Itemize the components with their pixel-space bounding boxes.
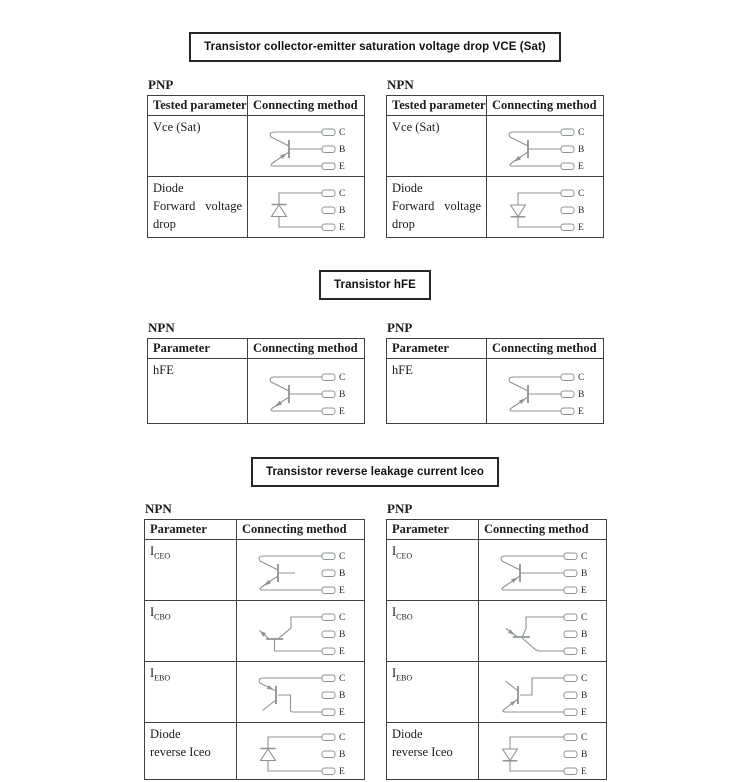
parameter-text: I: [150, 544, 155, 558]
table-block-pnp: [147, 77, 364, 238]
schematic-wire: [501, 556, 564, 570]
terminal-box-b: [322, 570, 335, 577]
parameter-text-line: [150, 726, 231, 744]
terminal-box-c: [561, 190, 574, 197]
connecting-method-cell: [487, 359, 604, 424]
parameter-word: Forward: [392, 198, 435, 213]
header-row: [387, 96, 604, 116]
connecting-method-cell: [487, 116, 604, 177]
schematic-wire: [523, 617, 565, 637]
terminal-label-c: C: [578, 189, 585, 199]
schematic-wire: [268, 761, 322, 772]
schematic-pnp-transistor-cbe: [488, 366, 602, 416]
header-row: [148, 96, 365, 116]
parameter-text-line: [150, 744, 231, 762]
table-row: [145, 662, 365, 723]
schematic-wire: [259, 678, 322, 691]
parameter-cell: [387, 723, 479, 780]
parameter-cell: [148, 177, 248, 238]
terminal-label-b: B: [578, 390, 585, 400]
column-header-connecting-method: Connecting method: [237, 520, 365, 540]
schematic-wire: [261, 749, 276, 761]
terminal-box-e: [564, 768, 577, 775]
parameter-text: Diode: [150, 727, 181, 741]
column-header-connecting-method: Connecting method: [248, 96, 365, 116]
schematic-wire: [270, 132, 322, 146]
terminal-label-c: C: [339, 674, 346, 684]
parameter-subscript: CEO: [396, 551, 413, 561]
section-title: Transistor reverse leakage current Iceo: [251, 457, 499, 487]
parameter-text: I: [392, 605, 397, 619]
terminal-label-b: B: [339, 206, 346, 216]
terminal-label-b: B: [339, 390, 346, 400]
parameter-cell: [387, 116, 487, 177]
terminal-label-b: B: [339, 630, 346, 640]
column-header-parameter: Parameter: [148, 339, 248, 359]
parameter-text-line: [392, 665, 473, 683]
emitter-arrow: [267, 685, 274, 690]
parameter-subscript: CBO: [396, 612, 413, 622]
terminal-box-c: [564, 734, 577, 741]
column-header-connecting-method: Connecting method: [479, 520, 607, 540]
terminal-label-e: E: [339, 767, 345, 777]
schematic-wire: [502, 576, 564, 590]
parameter-text-line: [153, 119, 242, 137]
parameter-word: Forward: [153, 198, 196, 213]
terminal-label-e: E: [578, 223, 584, 233]
terminal-label-b: B: [581, 569, 588, 579]
parameter-text: reverse Iceo: [392, 744, 453, 759]
terminal-label-e: E: [581, 708, 587, 718]
schematic-wire: [270, 377, 322, 391]
connection-table: [147, 95, 365, 238]
emitter-arrow: [280, 153, 287, 159]
parameter-cell: [387, 177, 487, 238]
parameter-cell: [145, 723, 237, 780]
schematic-wire: [520, 678, 564, 695]
terminal-box-c: [561, 129, 574, 136]
table-block-pnp: [386, 320, 603, 424]
terminal-box-b: [564, 751, 577, 758]
terminal-box-c: [322, 553, 335, 560]
terminal-box-c: [322, 374, 335, 381]
terminal-box-c: [561, 374, 574, 381]
terminal-label-c: C: [578, 373, 585, 383]
parameter-text: I: [392, 666, 397, 680]
connecting-method-cell: [248, 359, 365, 424]
section-title: Transistor hFE: [319, 270, 431, 300]
header-row: [387, 339, 604, 359]
parameter-text-line: [150, 665, 231, 683]
schematic-wire: [503, 699, 564, 712]
schematic-wire: [518, 193, 561, 205]
schematic-wire: [510, 737, 564, 749]
parameter-cell: [387, 601, 479, 662]
schematic-pnp-transistor-cbe: [480, 545, 605, 595]
terminal-label-c: C: [339, 128, 346, 138]
parameter-cell: [387, 662, 479, 723]
terminal-box-e: [322, 408, 335, 415]
schematic-wire: [279, 217, 322, 228]
schematic-wire: [279, 617, 322, 638]
terminal-box-b: [561, 207, 574, 214]
parameter-text: Diode: [153, 181, 184, 195]
emitter-arrow: [519, 398, 526, 404]
connection-table: [147, 338, 365, 424]
table-block-pnp: [386, 501, 606, 780]
connection-table: [144, 519, 365, 780]
schematic-wire: [279, 193, 322, 205]
terminal-label-e: E: [578, 407, 584, 417]
terminal-label-b: B: [581, 691, 588, 701]
connecting-method-cell: [479, 723, 607, 780]
terminal-label-b: B: [339, 569, 346, 579]
tables-row: [0, 77, 750, 238]
schematic-pnp-transistor-rotated: [480, 606, 605, 656]
parameter-text-line: [153, 198, 242, 216]
terminal-box-b: [322, 207, 335, 214]
column-header-parameter: Parameter: [145, 520, 237, 540]
column-header-parameter: Tested parameter: [148, 96, 248, 116]
terminal-label-c: C: [339, 613, 346, 623]
parameter-text: drop: [153, 216, 176, 231]
terminal-box-e: [561, 408, 574, 415]
terminal-box-b: [322, 391, 335, 398]
schematic-wire: [503, 749, 518, 761]
table-row: [148, 116, 365, 177]
parameter-text: Vce (Sat): [392, 120, 440, 134]
connection-table: [386, 338, 604, 424]
header-row: [387, 520, 607, 540]
parameter-word: voltage: [444, 198, 481, 213]
terminal-label-c: C: [339, 733, 346, 743]
transistor-type-label: NPN: [148, 320, 175, 335]
terminal-label-e: E: [339, 223, 345, 233]
terminal-label-c: C: [581, 733, 588, 743]
terminal-box-b: [322, 146, 335, 153]
parameter-text-line: [392, 543, 473, 561]
parameter-text-line: [153, 216, 242, 234]
connecting-method-cell: [479, 662, 607, 723]
terminal-box-e: [322, 768, 335, 775]
table-block-npn: [144, 501, 364, 780]
schematic-wire: [271, 152, 322, 166]
section-title: Transistor collector-emitter saturation voltage drop VCE (Sat): [189, 32, 561, 62]
header-row: [148, 339, 365, 359]
terminal-box-e: [561, 163, 574, 170]
terminal-label-e: E: [578, 162, 584, 172]
schematic-wire: [268, 737, 322, 749]
terminal-box-b: [322, 631, 335, 638]
terminal-label-b: B: [578, 206, 585, 216]
connecting-method-cell: [248, 116, 365, 177]
parameter-cell: [148, 359, 248, 424]
schematic-npn-transistor-cbe: [249, 366, 363, 416]
column-header-connecting-method: Connecting method: [487, 339, 604, 359]
schematic-wire: [259, 556, 322, 570]
parameter-text: reverse Iceo: [150, 744, 211, 759]
terminal-label-c: C: [339, 552, 346, 562]
parameter-text: Diode: [392, 181, 423, 195]
transistor-type-label: PNP: [148, 77, 174, 92]
transistor-type-label: NPN: [387, 77, 414, 92]
terminal-box-c: [564, 553, 577, 560]
parameter-text: I: [392, 544, 397, 558]
terminal-label-c: C: [339, 373, 346, 383]
transistor-type-label: PNP: [387, 501, 413, 516]
schematic-diode-cathode-up-ce: [249, 182, 363, 232]
parameter-text: hFE: [153, 363, 174, 377]
terminal-label-e: E: [581, 586, 587, 596]
parameter-text-line: [392, 180, 481, 198]
parameter-cell: [145, 601, 237, 662]
schematic-diode-cathode-up-ce: [238, 726, 363, 776]
parameter-text: drop: [392, 216, 415, 231]
terminal-box-c: [322, 734, 335, 741]
terminal-label-c: C: [581, 674, 588, 684]
schematic-pnp-transistor-cbe: [249, 121, 363, 171]
column-header-parameter: Parameter: [387, 520, 479, 540]
terminal-label-b: B: [581, 750, 588, 760]
terminal-label-e: E: [581, 767, 587, 777]
parameter-text: I: [150, 666, 155, 680]
parameter-text-line: [150, 604, 231, 622]
terminal-label-b: B: [339, 691, 346, 701]
header-row: [145, 520, 365, 540]
terminal-label-e: E: [339, 647, 345, 657]
terminal-label-b: B: [339, 750, 346, 760]
parameter-text-line: [392, 198, 481, 216]
terminal-label-b: B: [339, 145, 346, 155]
terminal-box-e: [322, 648, 335, 655]
parameter-text-line: [392, 744, 473, 762]
parameter-cell: [145, 540, 237, 601]
parameter-subscript: CBO: [154, 612, 171, 622]
terminal-box-e: [322, 587, 335, 594]
terminal-box-e: [322, 224, 335, 231]
terminal-box-c: [322, 129, 335, 136]
connecting-method-cell: [237, 723, 365, 780]
terminal-box-c: [564, 675, 577, 682]
schematic-wire: [510, 761, 564, 771]
parameter-text-line: [150, 543, 231, 561]
tables-row: [0, 320, 750, 424]
transistor-type-label: NPN: [145, 501, 172, 516]
terminal-box-e: [564, 587, 577, 594]
table-block-npn: [386, 77, 603, 238]
parameter-text: hFE: [392, 363, 413, 377]
schematic-npn-transistor-rotated: [238, 606, 363, 656]
connection-table: [386, 95, 604, 238]
terminal-box-b: [564, 570, 577, 577]
column-header-parameter: Tested parameter: [387, 96, 487, 116]
parameter-word: voltage: [205, 198, 242, 213]
parameter-text-line: [153, 362, 242, 380]
schematic-diode-cathode-down-ce: [488, 182, 602, 232]
connecting-method-cell: [487, 177, 604, 238]
schematic-diode-cathode-down-ce: [480, 726, 605, 776]
table-row: [148, 177, 365, 238]
table-row: [145, 601, 365, 662]
schematic-npn-transistor-ce-open-base: [238, 545, 363, 595]
column-header-connecting-method: Connecting method: [248, 339, 365, 359]
parameter-text: Vce (Sat): [153, 120, 201, 134]
terminal-box-b: [561, 146, 574, 153]
connecting-method-cell: [479, 540, 607, 601]
table-row: [387, 177, 604, 238]
parameter-cell: [145, 662, 237, 723]
terminal-box-b: [322, 692, 335, 699]
parameter-subscript: EBO: [154, 673, 171, 683]
parameter-subscript: CEO: [154, 551, 171, 561]
terminal-label-e: E: [339, 407, 345, 417]
column-header-connecting-method: Connecting method: [487, 96, 604, 116]
table-row: [145, 540, 365, 601]
parameter-text-line: [392, 216, 481, 234]
terminal-box-e: [322, 709, 335, 716]
section-title-row: [0, 457, 750, 487]
terminal-box-e: [564, 709, 577, 716]
connecting-method-cell: [237, 601, 365, 662]
terminal-label-b: B: [581, 630, 588, 640]
terminal-label-e: E: [339, 586, 345, 596]
terminal-box-b: [564, 631, 577, 638]
parameter-text-line: [392, 362, 481, 380]
terminal-box-b: [561, 391, 574, 398]
schematic-wire: [275, 639, 323, 651]
parameter-text-line: [392, 726, 473, 744]
transistor-type-label: PNP: [387, 320, 413, 335]
terminal-label-e: E: [581, 647, 587, 657]
terminal-label-c: C: [339, 189, 346, 199]
connecting-method-cell: [237, 662, 365, 723]
parameter-text-line: [392, 119, 481, 137]
parameter-cell: [387, 359, 487, 424]
parameter-text-line: [153, 180, 242, 198]
terminal-label-c: C: [578, 128, 585, 138]
terminal-box-e: [561, 224, 574, 231]
schematic-wire: [518, 217, 561, 227]
connection-table: [386, 519, 607, 780]
schematic-wire: [263, 700, 277, 711]
terminal-box-c: [322, 675, 335, 682]
schematic-wire: [522, 638, 564, 651]
table-row: [387, 662, 607, 723]
parameter-text-line: [392, 604, 473, 622]
terminal-label-e: E: [339, 708, 345, 718]
schematic-pnp-transistor-ebo: [480, 667, 605, 717]
section-title-row: [0, 270, 750, 300]
table-row: [145, 723, 365, 780]
terminal-label-c: C: [581, 552, 588, 562]
table-row: [387, 116, 604, 177]
connecting-method-cell: [248, 177, 365, 238]
schematic-wire: [510, 397, 561, 411]
parameter-subscript: EBO: [396, 673, 413, 683]
terminal-label-c: C: [581, 613, 588, 623]
connecting-method-cell: [479, 601, 607, 662]
terminal-label-e: E: [339, 162, 345, 172]
schematic-wire: [506, 681, 519, 691]
connecting-method-cell: [237, 540, 365, 601]
terminal-box-e: [564, 648, 577, 655]
schematic-npn-transistor-cbe: [488, 121, 602, 171]
parameter-text: Diode: [392, 727, 423, 741]
tables-row: [0, 501, 750, 780]
schematic-wire: [509, 377, 561, 391]
terminal-label-b: B: [578, 145, 585, 155]
section-title-row: [0, 32, 750, 62]
terminal-box-b: [564, 692, 577, 699]
schematic-wire: [511, 205, 526, 217]
parameter-cell: [387, 540, 479, 601]
parameter-cell: [148, 116, 248, 177]
terminal-box-c: [564, 614, 577, 621]
table-row: [148, 359, 365, 424]
table-block-npn: [147, 320, 364, 424]
column-header-parameter: Parameter: [387, 339, 487, 359]
emitter-arrow: [511, 577, 518, 583]
table-row: [387, 540, 607, 601]
schematic-npn-transistor-ebo: [238, 667, 363, 717]
schematic-wire: [278, 695, 322, 712]
document-content: [0, 32, 750, 780]
terminal-box-c: [322, 190, 335, 197]
schematic-wire: [509, 132, 561, 146]
terminal-box-c: [322, 614, 335, 621]
page: [0, 32, 750, 782]
table-row: [387, 723, 607, 780]
table-row: [387, 359, 604, 424]
terminal-box-e: [322, 163, 335, 170]
terminal-box-b: [322, 751, 335, 758]
parameter-text: I: [150, 605, 155, 619]
schematic-wire: [272, 205, 287, 217]
table-row: [387, 601, 607, 662]
